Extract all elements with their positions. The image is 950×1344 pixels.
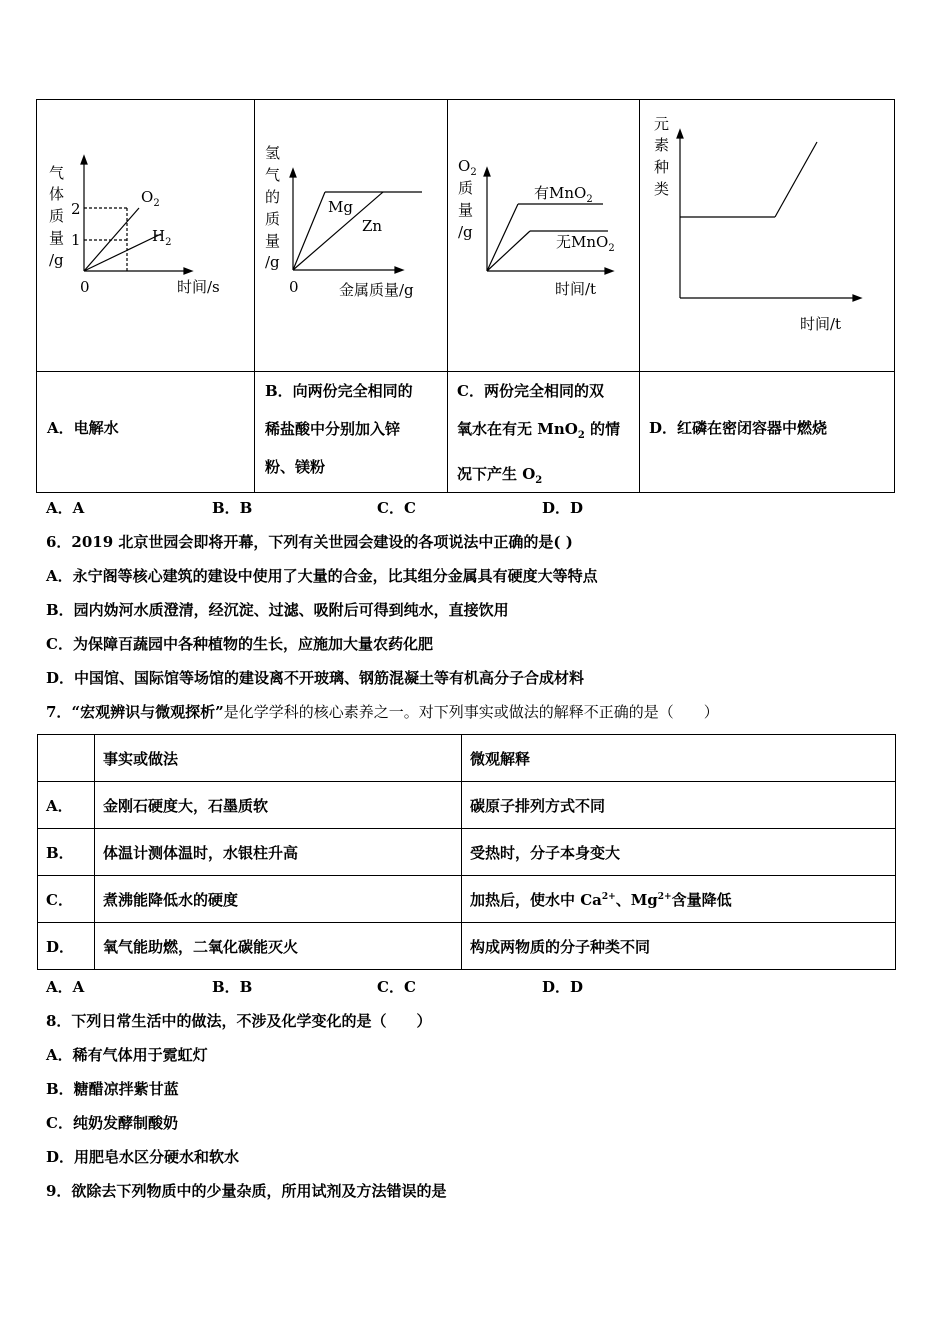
table-row: B． 体温计测体温时，水银柱升高 受热时，分子本身变大	[38, 829, 896, 876]
graph-b-origin: 0	[289, 278, 299, 296]
graph-c-y-char: 质	[458, 179, 474, 197]
q9-stem: 9．欲除去下列物质中的少量杂质，所用试剂及方法错误的是	[46, 1182, 447, 1200]
graph-b-y-char: 气	[265, 166, 281, 184]
q7-stem: 7．“宏观辨识与微观探析”是化学学科的核心素养之一。对下列事实或做法的解释不正确的是（ ）	[46, 703, 719, 721]
graph-a-tick-1: 1	[71, 231, 81, 249]
table-row: D． 氧气能助燃，二氧化碳能灭火 构成两物质的分子种类不同	[38, 923, 896, 970]
q7-answer-b[interactable]: B．B	[212, 978, 253, 996]
q8-option-a[interactable]: A．稀有气体用于霓虹灯	[46, 1046, 208, 1064]
caption-c: C．两份完全相同的双 氧水在有无 MnO$_2$ 的情 况下产生 $O_2$	[457, 382, 621, 486]
graph-c-xlabel: 时间/t	[555, 280, 597, 298]
q8-option-c[interactable]: C．纯奶发酵制酸奶	[46, 1114, 178, 1132]
graph-options-table	[36, 99, 895, 493]
graph-a-xlabel: 时间/s	[177, 278, 220, 296]
q6-option-c[interactable]: C．为保障百蔬园中各种植物的生长，应施加大量农药化肥	[46, 635, 433, 653]
q5-answer-d[interactable]: D．D	[542, 499, 584, 517]
graph-c-y-char: 量	[458, 201, 474, 219]
graph-c-y-top: $O_2$	[458, 157, 477, 178]
graph-b-xlabel: 金属质量/g	[339, 281, 414, 299]
header-fact: 事实或做法	[95, 735, 462, 782]
q5-answer-b[interactable]: B．B	[212, 499, 253, 517]
graph-c-without-mno2-label: 无MnO$_2$	[556, 233, 615, 254]
q6-option-b[interactable]: B．园内妫河水质澄清，经沉淀、过滤、吸附后可得到纯水，直接饮用	[46, 601, 509, 619]
graph-b-zn-label: Zn	[362, 217, 383, 235]
q6-option-a[interactable]: A．永宁阁等核心建筑的建设中使用了大量的合金，比其组分金属具有硬度大等特点	[46, 567, 598, 585]
graph-b-y-char: 的	[265, 188, 281, 206]
table-header-row	[38, 735, 896, 782]
header-explain: 微观解释	[462, 735, 896, 782]
graph-a-y-char: 体	[49, 185, 65, 203]
q8-stem: 8．下列日常生活中的做法，不涉及化学变化的是（ ）	[46, 1012, 432, 1030]
graph-d-y-char: 元	[654, 115, 670, 133]
q5-answer-a[interactable]: A．A	[46, 499, 85, 517]
table-row: A． 金刚石硬度大，石墨质软 碳原子排列方式不同	[38, 782, 896, 829]
graph-c-with-mno2-label: 有MnO$_2$	[534, 184, 593, 205]
graph-a-y-char: 量	[49, 229, 65, 247]
graph-b-mg-label: Mg	[328, 198, 353, 216]
graph-a-y-char: 气	[49, 164, 65, 182]
caption-b: B．向两份完全相同的 稀盐酸中分别加入锌 粉、镁粉	[265, 382, 413, 476]
q8-option-b[interactable]: B．糖醋凉拌紫甘蓝	[46, 1080, 179, 1098]
graph-a-tick-2: 2	[71, 200, 81, 218]
graph-a-h2-label: $H_2$	[152, 227, 172, 248]
graph-b-y-char: 氢	[265, 144, 281, 162]
graph-a	[37, 100, 254, 371]
graph-a-origin: 0	[80, 278, 90, 296]
q7-answer-c[interactable]: C．C	[377, 978, 416, 996]
graph-b-y-char: 量	[265, 232, 281, 250]
graph-c-y-unit: /g	[458, 223, 473, 241]
graph-a-y-unit: /g	[49, 251, 64, 269]
graph-b-y-unit: /g	[265, 253, 280, 271]
graph-c	[448, 100, 639, 371]
q7-answer-a[interactable]: A．A	[46, 978, 85, 996]
graph-a-y-char: 质	[49, 207, 65, 225]
graph-d	[640, 100, 896, 371]
q7-facts-table	[37, 734, 896, 970]
graph-b	[255, 100, 447, 371]
caption-d: D．红磷在密闭容器中燃烧	[649, 419, 828, 437]
graph-d-y-char: 素	[654, 136, 670, 154]
q6-stem: 6．2019 北京世园会即将开幕，下列有关世园会建设的各项说法中正确的是( )	[46, 533, 573, 551]
q5-answer-c[interactable]: C．C	[377, 499, 416, 517]
q6-option-d[interactable]: D．中国馆、国际馆等场馆的建设离不开玻璃、钢筋混凝土等有机高分子合成材料	[46, 669, 585, 687]
table-row: C． 煮沸能降低水的硬度 加热后，使水中 $Ca^{2+}$、$Mg^{2+}$含量降低	[38, 876, 896, 923]
graph-d-xlabel: 时间/t	[800, 315, 842, 333]
graph-b-y-char: 质	[265, 210, 281, 228]
caption-a: A．电解水	[47, 419, 119, 437]
graph-a-o2-label: $O_2$	[141, 188, 160, 209]
graph-d-y-char: 种	[654, 158, 670, 176]
graph-d-y-char: 类	[654, 180, 670, 198]
q7-answer-d[interactable]: D．D	[542, 978, 584, 996]
q8-option-d[interactable]: D．用肥皂水区分硬水和软水	[46, 1148, 240, 1166]
